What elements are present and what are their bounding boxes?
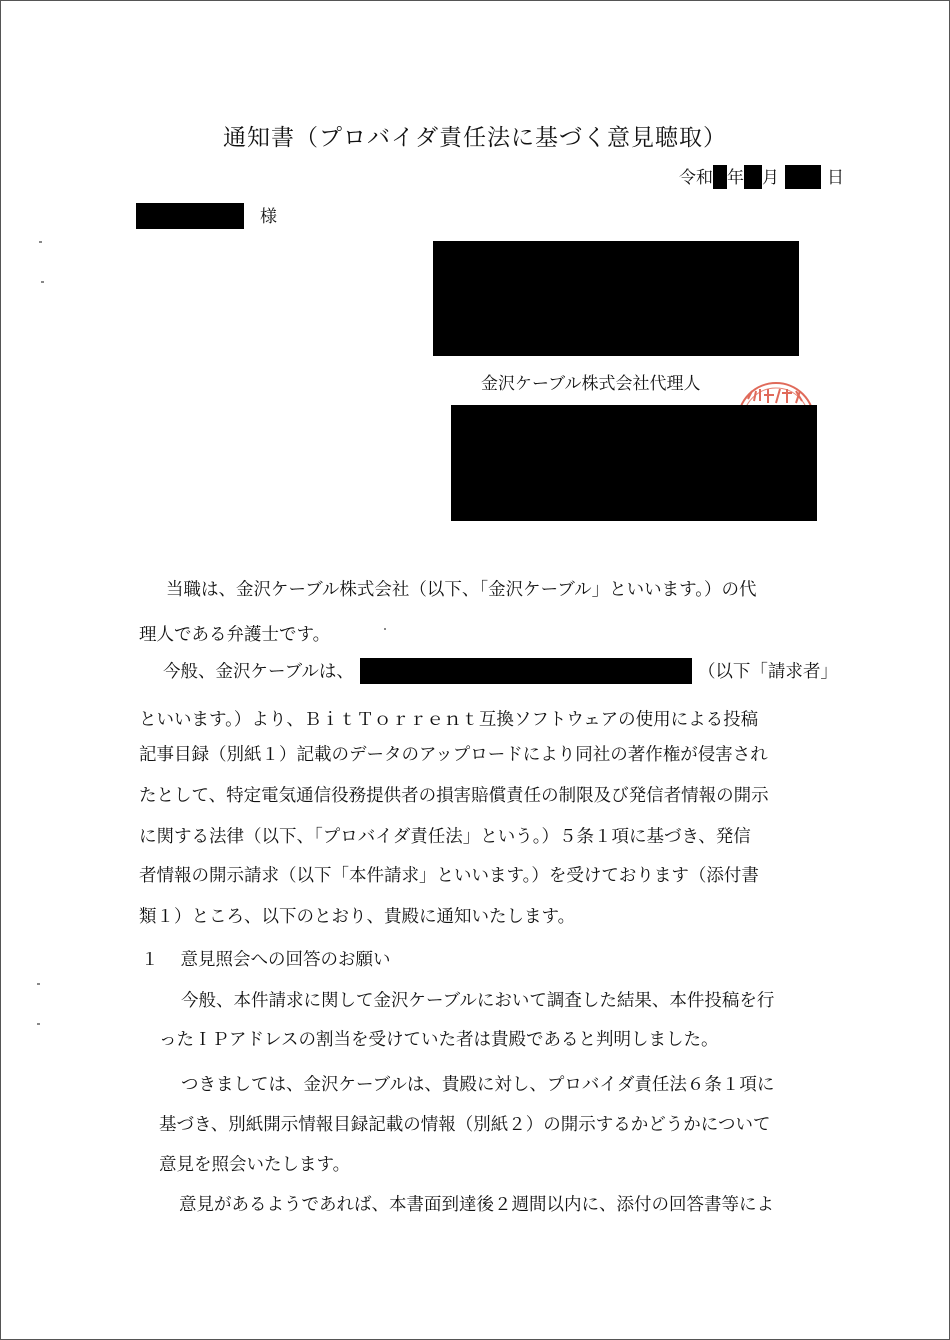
body-line-5: 記事目録（別紙１）記載のデータのアップロードにより同社の著作権が侵害され: [139, 745, 768, 765]
body-line-15: 意見があるようであれば、本書面到達後２週間以内に、添付の回答書等によ: [179, 1195, 774, 1215]
scan-speck: [37, 1023, 40, 1025]
body-line-7: に関する法律（以下、「プロバイダ責任法」という。）５条１項に基づき、発信: [139, 827, 751, 847]
body-line-8: 者情報の開示請求（以下「本件請求」といいます。）を受けております（添付書: [139, 866, 759, 886]
body-line-6: たとして、特定電気通信役務提供者の損害賠償責任の制限及び発信者情報の開示: [139, 786, 769, 806]
redacted-month: [744, 165, 762, 189]
section-1-heading: [141, 946, 391, 971]
body-line-4: といいます。）より、ＢｉｔＴｏｒｒｅｎｔ互換ソフトウェアの使用による投稿: [139, 710, 759, 730]
body-line-2: 理人である弁護士です。: [139, 625, 331, 645]
date-year-label: 年: [727, 168, 744, 188]
scan-speck: [37, 983, 40, 985]
redacted-sender-block: [433, 241, 799, 356]
redacted-day: [785, 165, 821, 189]
agent-label: 金沢ケーブル株式会社代理人: [481, 374, 701, 394]
date-month-label: 月: [762, 168, 779, 188]
body-line-3-end: （以下「請求者」: [697, 662, 838, 682]
body-line-9: 類１）ところ、以下のとおり、貴殿に通知いたします。: [139, 907, 576, 927]
body-line-13: 基づき、別紙開示情報目録記載の情報（別紙２）の開示するかどうかについて: [159, 1115, 771, 1135]
redacted-agent-block: [451, 405, 817, 521]
section-1-title: 意見照会への回答のお願い: [180, 950, 391, 970]
section-1-number: １: [141, 950, 159, 970]
document-title: 通知書（プロバイダ責任法に基づく意見聴取）: [223, 125, 727, 151]
body-line-14: 意見を照会いたします。: [159, 1155, 351, 1175]
scan-speck: [384, 628, 386, 630]
redacted-addressee-name: [136, 203, 244, 229]
body-line-1: 当職は、金沢ケーブル株式会社（以下、「金沢ケーブル」といいます。）の代: [166, 580, 757, 600]
body-line-3: [163, 658, 838, 684]
scan-speck: [41, 281, 44, 283]
scan-speck: [39, 241, 42, 243]
body-line-12: つきましては、金沢ケーブルは、貴殿に対し、プロバイダ責任法６条１項に: [181, 1075, 775, 1095]
date-era: 令和: [679, 168, 713, 188]
addressee: [136, 202, 277, 229]
addressee-suffix: 様: [260, 207, 277, 227]
redacted-requester-name: [360, 658, 692, 684]
redacted-year: [713, 165, 727, 189]
body-line-10: 今般、本件請求に関して金沢ケーブルにおいて調査した結果、本件投稿を行: [181, 991, 775, 1011]
body-line-3-start: 今般、金沢ケーブルは、: [163, 662, 354, 682]
date-line: [679, 163, 844, 189]
body-line-11: ったＩＰアドレスの割当を受けていた者は貴殿であると判明しました。: [159, 1030, 719, 1050]
date-day-label: 日: [827, 168, 844, 188]
